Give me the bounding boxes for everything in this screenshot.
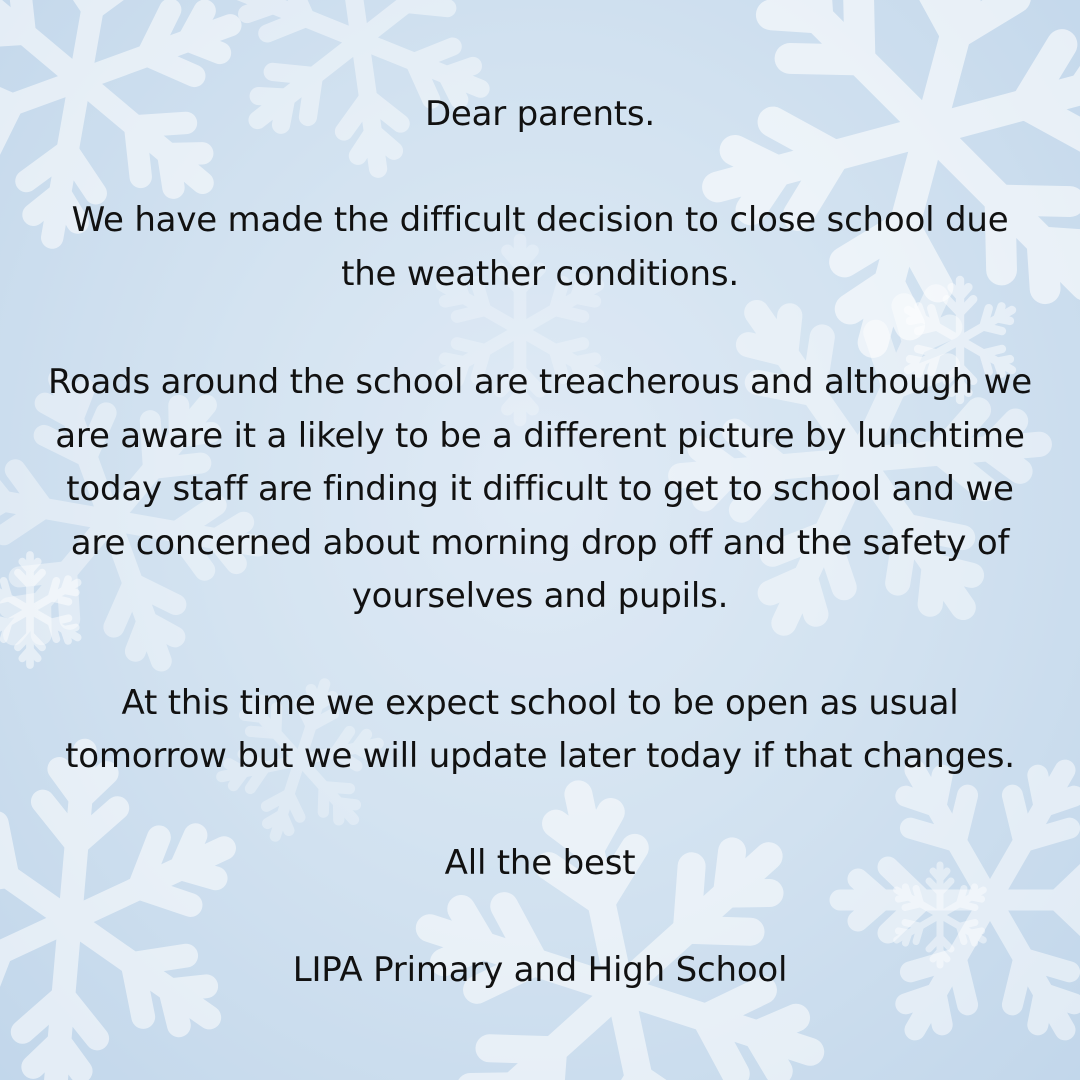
paragraph-line: are concerned about morning drop off and the safety of: [70, 523, 1010, 563]
paragraph-line: Roads around the school are treacherous and although we: [48, 362, 1032, 402]
paragraph-line: yourselves and pupils.: [351, 576, 729, 616]
closing: All the best: [444, 843, 636, 883]
signature: LIPA Primary and High School: [292, 950, 788, 990]
paragraph-line: the weather conditions.: [341, 254, 739, 294]
paragraph-line: We have made the difficult decision to close school due: [71, 200, 1009, 240]
paragraph-line: At this time we expect school to be open as usual: [121, 683, 959, 723]
paragraph-line: tomorrow but we will update later today if that changes.: [65, 736, 1015, 776]
greeting: Dear parents.: [424, 94, 656, 134]
paragraph-line: are aware it a likely to be a different picture by lunchtime: [55, 416, 1025, 456]
paragraph-line: today staff are finding it difficult to get to school and we: [66, 469, 1014, 509]
